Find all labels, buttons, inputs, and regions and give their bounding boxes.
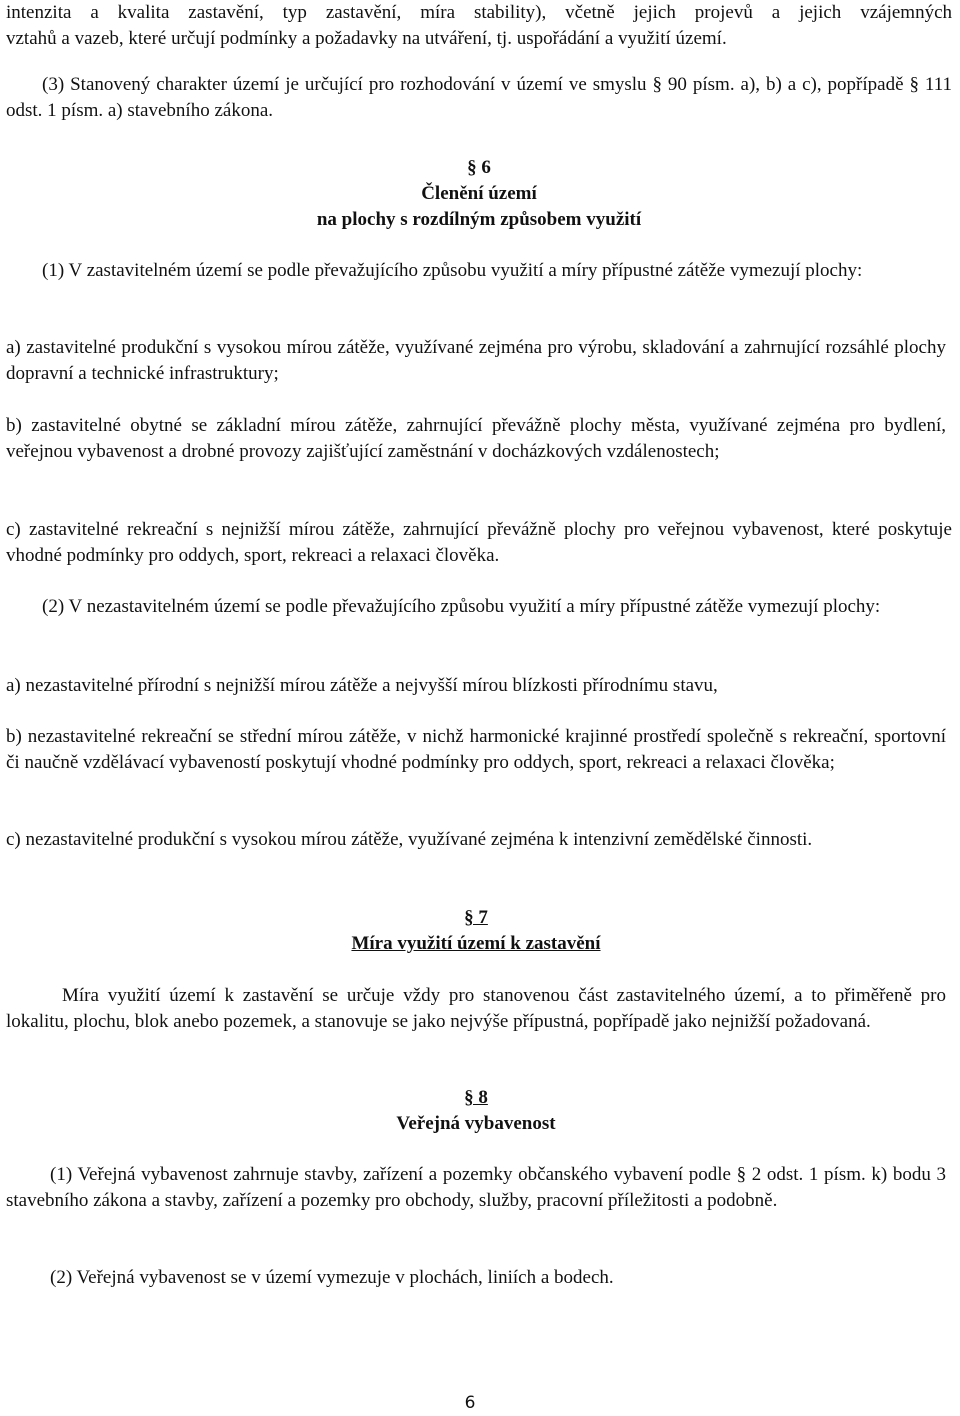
page-number: 6 xyxy=(464,1393,476,1413)
section-8-number: § 8 xyxy=(464,1087,488,1108)
section-6-paragraph-1: (1) V zastavitelném území se podle převažujícího způsobu využití a míry přípustné zátěže vymezují plochy: xyxy=(42,260,863,281)
intro-line-1: intenzita a kvalita zastavění, typ zastavění, míra stability), včetně jejich projevů a jejich vzájemných xyxy=(6,2,952,23)
section-7-title: Míra využití území k zastavění xyxy=(351,933,601,954)
paragraph-3: (3) Stanovený charakter území je určující pro rozhodování v území ve smyslu § 90 písm. a), b) a c), popřípadě § 111 odst. 1 písm. a) stavebního zákona. xyxy=(6,74,952,121)
section-6-item-a: a) zastavitelné produkční s vysokou mírou zátěže, využívané zejména pro výrobu, skladování a zahrnující rozsáhlé plochy dopravní a technické infrastruktury; xyxy=(6,337,946,384)
section-8-title: Veřejná vybavenost xyxy=(396,1113,556,1134)
section-6-subtitle: na plochy s rozdílným způsobem využití xyxy=(316,209,642,230)
intro-line-2: vztahů a vazeb, které určují podmínky a požadavky na utváření, tj. uspořádání a využití území. xyxy=(6,28,727,49)
section-7-heading xyxy=(6,905,946,957)
section-6-title: Členění území xyxy=(421,183,537,204)
section-6-item-c: c) zastavitelné rekreační s nejnižší mírou zátěže, zahrnující převážně plochy pro veřejnou vybavenost, které poskytuje vhodné podmínky pro oddych, sport, rekreaci a relaxaci člověka. xyxy=(6,519,952,566)
section-8-heading xyxy=(6,1085,946,1137)
section-6-paragraph-2: (2) V nezastavitelném území se podle převažujícího způsobu využití a míry přípustné zátěže vymezují plochy: xyxy=(42,596,881,617)
section-6-number: § 6 xyxy=(467,157,491,178)
section-6-item2-c: c) nezastavitelné produkční s vysokou mírou zátěže, využívané zejména k intenzivní zemědělské činnosti. xyxy=(6,829,813,850)
section-6-item-b: b) zastavitelné obytné se základní mírou zátěže, zahrnující převážně plochy města, využívané zejména pro bydlení, veřejnou vybavenost a drobné provozy zajišťující zaměstnání v docházkových vzdálenostech; xyxy=(6,415,946,462)
section-6-item2-b: b) nezastavitelné rekreační se střední mírou zátěže, v nichž harmonické krajinné prostředí společně s rekreační, sportovní či naučně vzdělávací vybaveností poskytují vhodné podmínky pro oddych, sport, rekreaci a relaxaci člověka; xyxy=(6,726,946,773)
section-8-paragraph-1: (1) Veřejná vybavenost zahrnuje stavby, zařízení a pozemky občanského vybavení podle § 2 odst. 1 písm. k) bodu 3 stavebního zákona a stavby, zařízení a pozemky pro obchody, služby, pracovní příležitosti a podobně. xyxy=(6,1164,946,1211)
section-6-item2-a: a) nezastavitelné přírodní s nejnižší mírou zátěže a nejvyšší mírou blízkosti přírodnímu stavu, xyxy=(6,675,718,696)
section-8-paragraph-2: (2) Veřejná vybavenost se v území vymezuje v plochách, liniích a bodech. xyxy=(50,1267,614,1288)
section-7-paragraph-1: Míra využití území k zastavění se určuje vždy pro stanovenou část zastavitelného území, a to přiměřeně pro lokalitu, plochu, blok anebo pozemek, a stanovuje se jako nejvýše přípustná, popřípadě jako nejnižší požadovaná. xyxy=(6,985,946,1032)
section-7-number: § 7 xyxy=(464,907,488,928)
section-6-heading xyxy=(6,155,952,233)
